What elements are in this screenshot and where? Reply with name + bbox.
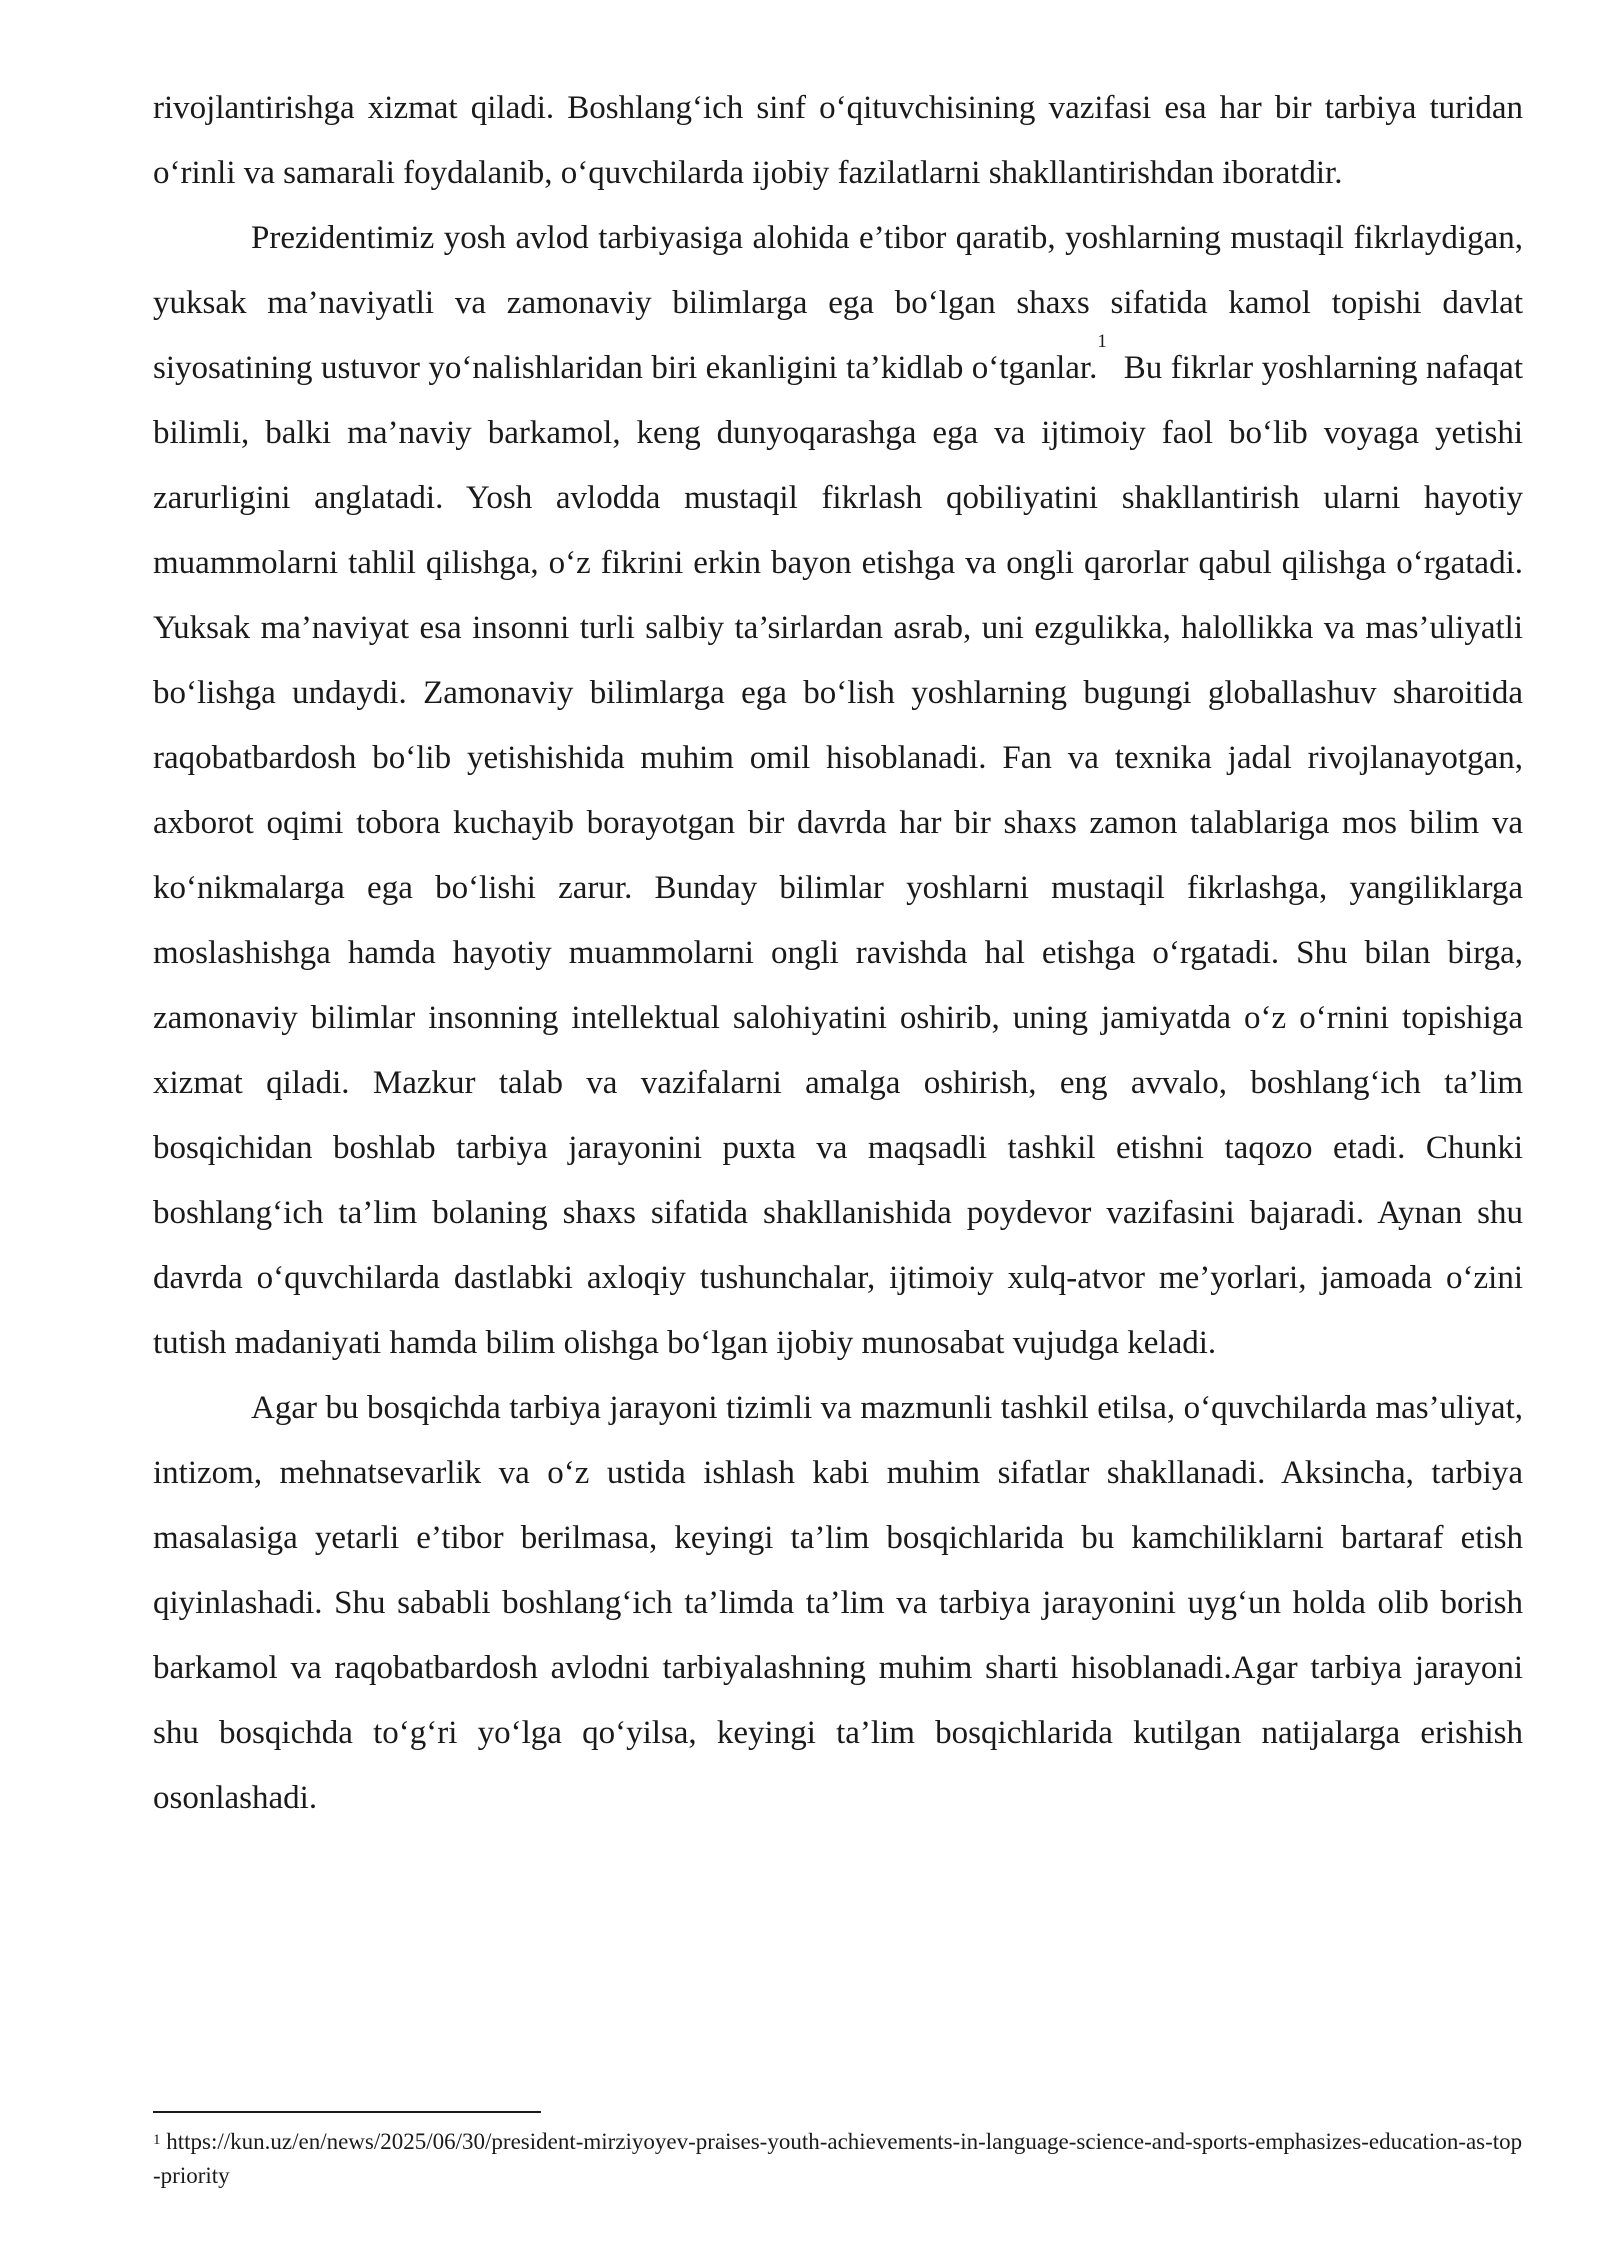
paragraph-president [153,206,1532,1376]
footnote [153,2125,1523,2193]
paragraph-president-text: Prezidentimiz yosh avlod tarbiyasiga alohida e’tibor qaratib, yoshlarning mustaqil fikrlaydigan, yuksak ma’naviyatli va zamonaviy bilimlarga ega bo‘lgan shaxs sifatida kamol topishi davlat siyosatining ustuvor yo‘nalishlaridan biri ekanligini ta’kidlab o‘tganlar. [153,220,1523,386]
footnote-separator [153,2111,541,2113]
footnote-reference[interactable]: 1 [1097,331,1107,352]
paragraph-president-continued: Bu fikrlar yoshlarning nafaqat bilimli, balki ma’naviy barkamol, keng dunyoqarashga ega va ijtimoiy faol bo‘lib voyaga yetishi zarurligini anglatadi. Yosh avlodda mustaqil fikrlash qobiliyatini shakllantirish ularni hayotiy muammolarni tahlil qilishga, o‘z fikrini erkin bayon etishga va ongli qarorlar qabul qilishga o‘rgatadi. Yuksak ma’naviyat esa insonni turli salbiy ta’sirlardan asrab, uni ezgulikka, halollikka va mas’uliyatli bo‘lishga undaydi. Zamonaviy bilimlarga ega bo‘lish yoshlarning bugungi globallashuv sharoitida raqobatbardosh bo‘lib yetishishida muhim omil hisoblanadi. Fan va texnika jadal rivojlanayotgan, axborot oqimi tobora kuchayib borayotgan bir davrda har bir shaxs zamon talablariga mos bilim va ko‘nikmalarga ega bo‘lishi zarur. Bunday bilimlar yoshlarni mustaqil fikrlashga, yangiliklarga moslashishga hamda hayotiy muammolarni ongli ravishda hal etishga o‘rgatadi. Shu bilan birga, zamonaviy bilimlar insonning intellektual salohiyatini oshirib, uning jamiyatda o‘z o‘rnini topishiga xizmat qiladi. Mazkur talab va vazifalarni amalga oshirish, eng avvalo, boshlang‘ich ta’lim bosqichidan boshlab tarbiya jarayonini puxta va maqsadli tashkil etishni taqozo etadi. Chunki boshlang‘ich ta’lim bolaning shaxs sifatida shakllanishida poydevor vazifasini bajaradi. Aynan shu davrda o‘quvchilarda dastlabki axloqiy tushunchalar, ijtimoiy xulq-atvor me’yorlari, jamoada o‘zini tutish madaniyati hamda bilim olishga bo‘lgan ijobiy munosabat vujudga keladi. [153,350,1532,1361]
paragraph-primary-stage: Agar bu bosqichda tarbiya jarayoni tizimli va mazmunli tashkil etilsa, o‘quvchilarda mas’uliyat, intizom, mehnatsevarlik va o‘z ustida ishlash kabi muhim sifatlar shakllanadi. Aksincha, tarbiya masalasiga yetarli e’tibor berilmasa, keyingi ta’lim bosqichlarida bu kamchiliklarni bartaraf etish qiyinlashadi. Shu sababli boshlang‘ich ta’limda ta’lim va tarbiya jarayonini uyg‘un holda olib borish barkamol va raqobatbardosh avlodni tarbiyalashning muhim sharti hisoblanadi.Agar tarbiya jarayoni shu bosqichda to‘g‘ri yo‘lga qo‘yilsa, keyingi ta’lim bosqichlarida kutilgan natijalarga erishish osonlashadi. [153,1390,1523,1816]
footnote-link[interactable]: https://kun.uz/en/news/2025/06/30/president-mirziyoyev-praises-youth-achievements-in-language-science-and-sports-emphasizes-education-as-top-priority [153,2129,1523,2188]
paragraph-continuation: rivojlantirishga xizmat qiladi. Boshlang‘ich sinf o‘qituvchisining vazifasi esa har bir tarbiya turidan o‘rinli va samarali foydalanib, o‘quvchilarda ijobiy fazilatlarni shakllantirishdan iboratdir. [153,90,1523,191]
body-text [153,76,1532,1831]
footnote-number: 1 [153,2132,161,2148]
